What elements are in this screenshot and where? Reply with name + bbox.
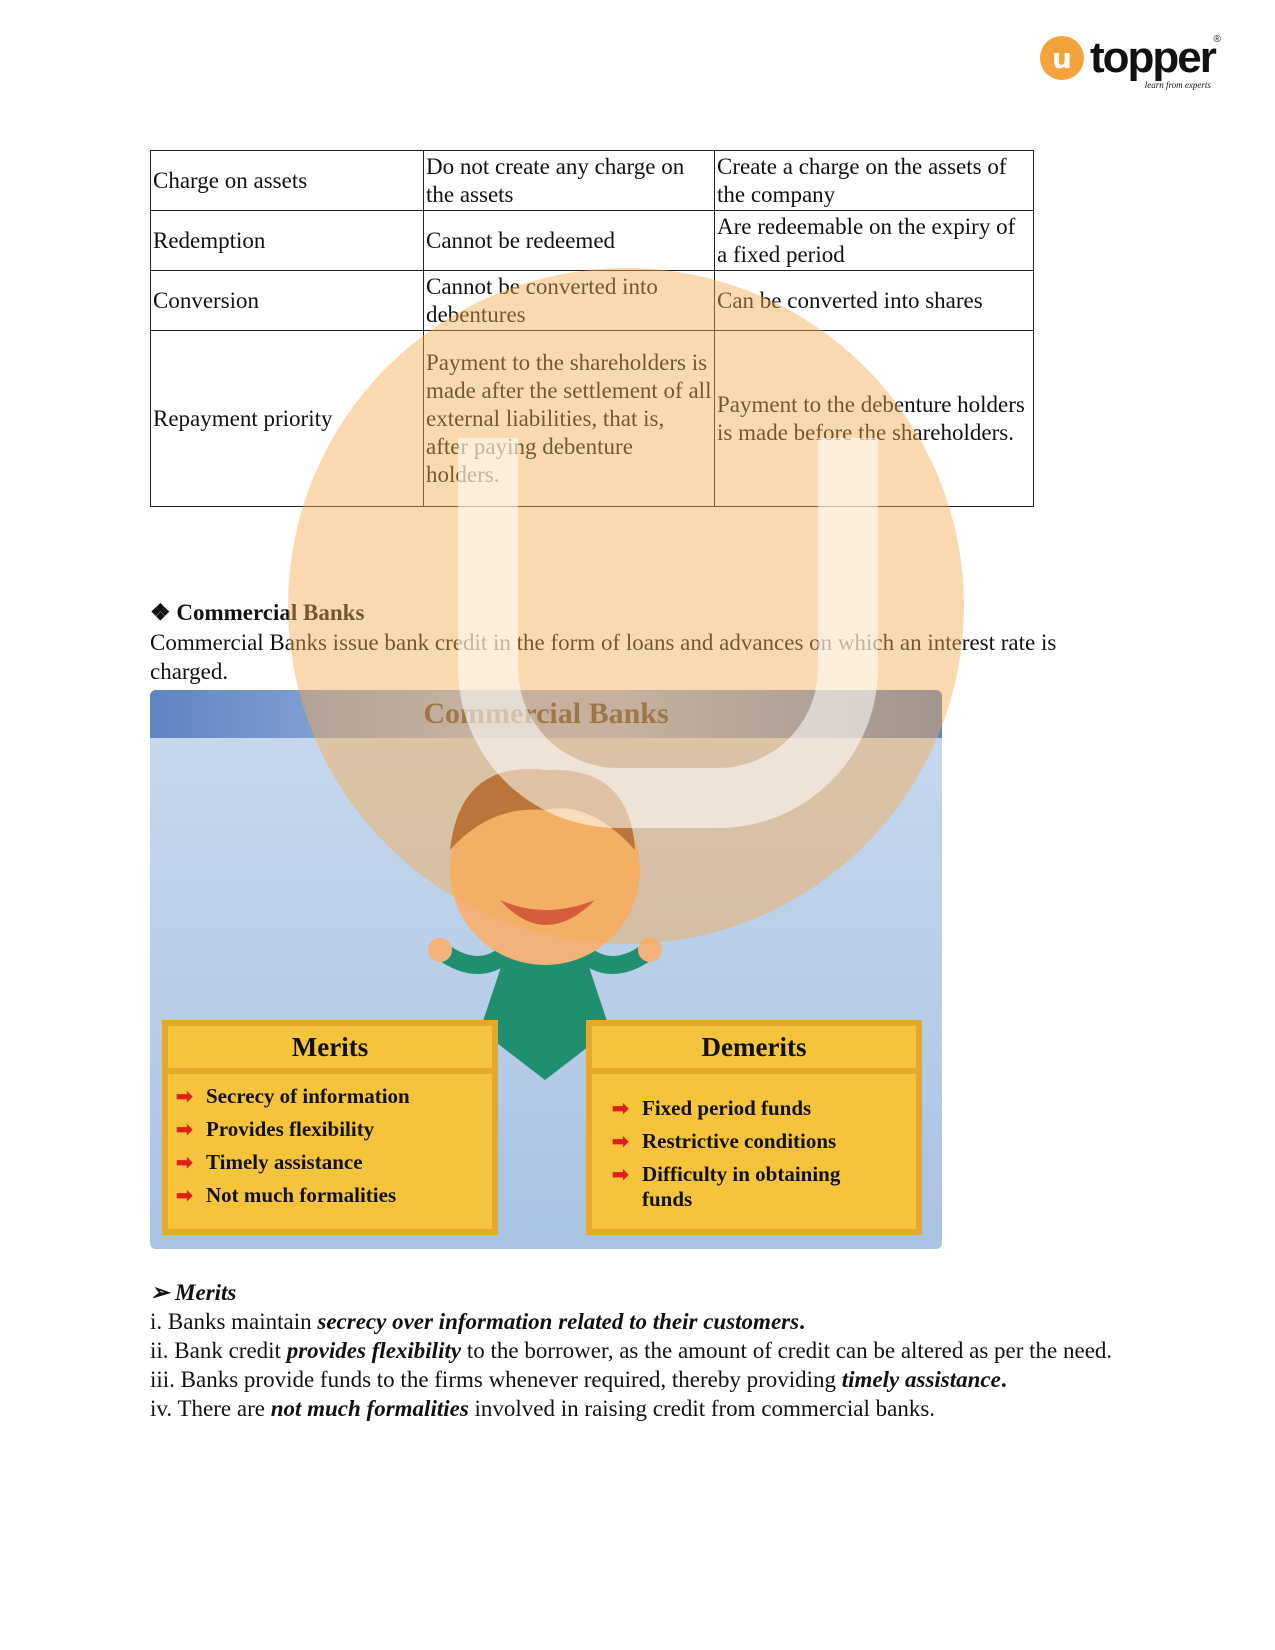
arrow-bullet-icon: ➢ [150,1280,170,1305]
logo-registered: ® [1213,34,1221,45]
list-item: ➡ Fixed period funds [612,1096,812,1120]
red-arrow-icon: ➡ [176,1086,193,1108]
list-item: ➡ Difficulty in obtaining funds [612,1162,841,1211]
comparison-table [150,150,1034,507]
table-cell: Cannot be redeemed [424,211,715,271]
section-heading [150,598,1130,627]
table-row [151,331,1034,507]
table-cell: Are redeemable on the expiry of a fixed period [715,211,1034,271]
red-arrow-icon: ➡ [612,1164,629,1186]
merits-list [150,1307,1130,1423]
table-cell: Cannot be converted into debentures [424,271,715,331]
red-arrow-icon: ➡ [612,1131,629,1153]
logo-name: topper [1090,33,1215,82]
list-item: ➡ Timely assistance [176,1150,363,1174]
table-cell: Conversion [151,271,424,331]
merit-item: i. Banks maintain secrecy over information related to their customers. [150,1309,805,1334]
list-item: ➡ Provides flexibility [176,1117,375,1141]
diamond-bullet-icon: ❖ [150,600,171,625]
table-cell: Payment to the shareholders is made after the settlement of all external liabilities, that is, after paying debenture holders. [424,331,715,507]
table-cell: Can be converted into shares [715,271,1034,331]
merit-item: iv. There are not much formalities involved in raising credit from commercial banks. [150,1396,936,1421]
red-arrow-icon: ➡ [176,1152,193,1174]
merits-box [162,1020,498,1235]
topper-logo [1040,33,1221,90]
merits-heading [150,1278,1130,1307]
merit-item: ii. Bank credit provides flexibility to the borrower, as the amount of credit can be altered as per the need. [150,1338,1113,1363]
table-row [151,211,1034,271]
commercial-banks-illustration [150,690,942,1249]
merits-box-title: Merits [168,1026,492,1074]
logo-tagline: learn from experts [1144,80,1211,90]
merit-item: iii. Banks provide funds to the firms whenever required, thereby providing timely assistance. [150,1367,1007,1392]
table-cell: Repayment priority [151,331,424,507]
red-arrow-icon: ➡ [176,1119,193,1141]
table-cell: Redemption [151,211,424,271]
figure-title: Commercial Banks [150,690,942,738]
red-arrow-icon: ➡ [176,1185,193,1207]
table-cell: Charge on assets [151,151,424,211]
logo-mark: u [1040,36,1084,80]
table-cell: Create a charge on the assets of the company [715,151,1034,211]
table-row [151,151,1034,211]
table-cell: Payment to the debenture holders is made before the shareholders. [715,331,1034,507]
table-row [151,271,1034,331]
red-arrow-icon: ➡ [612,1098,629,1120]
merits-heading-text: Merits [175,1280,237,1305]
demerits-box [586,1020,922,1235]
section-heading-text: Commercial Banks [176,600,365,625]
section-intro: Commercial Banks issue bank credit in the form of loans and advances on which an interest rate is charged. [150,630,1057,684]
demerits-box-title: Demerits [592,1026,916,1074]
table-cell: Do not create any charge on the assets [424,151,715,211]
list-item: ➡ Restrictive conditions [612,1129,837,1153]
list-item: ➡ Not much formalities [176,1183,397,1207]
list-item: ➡ Secrecy of information [176,1084,410,1108]
